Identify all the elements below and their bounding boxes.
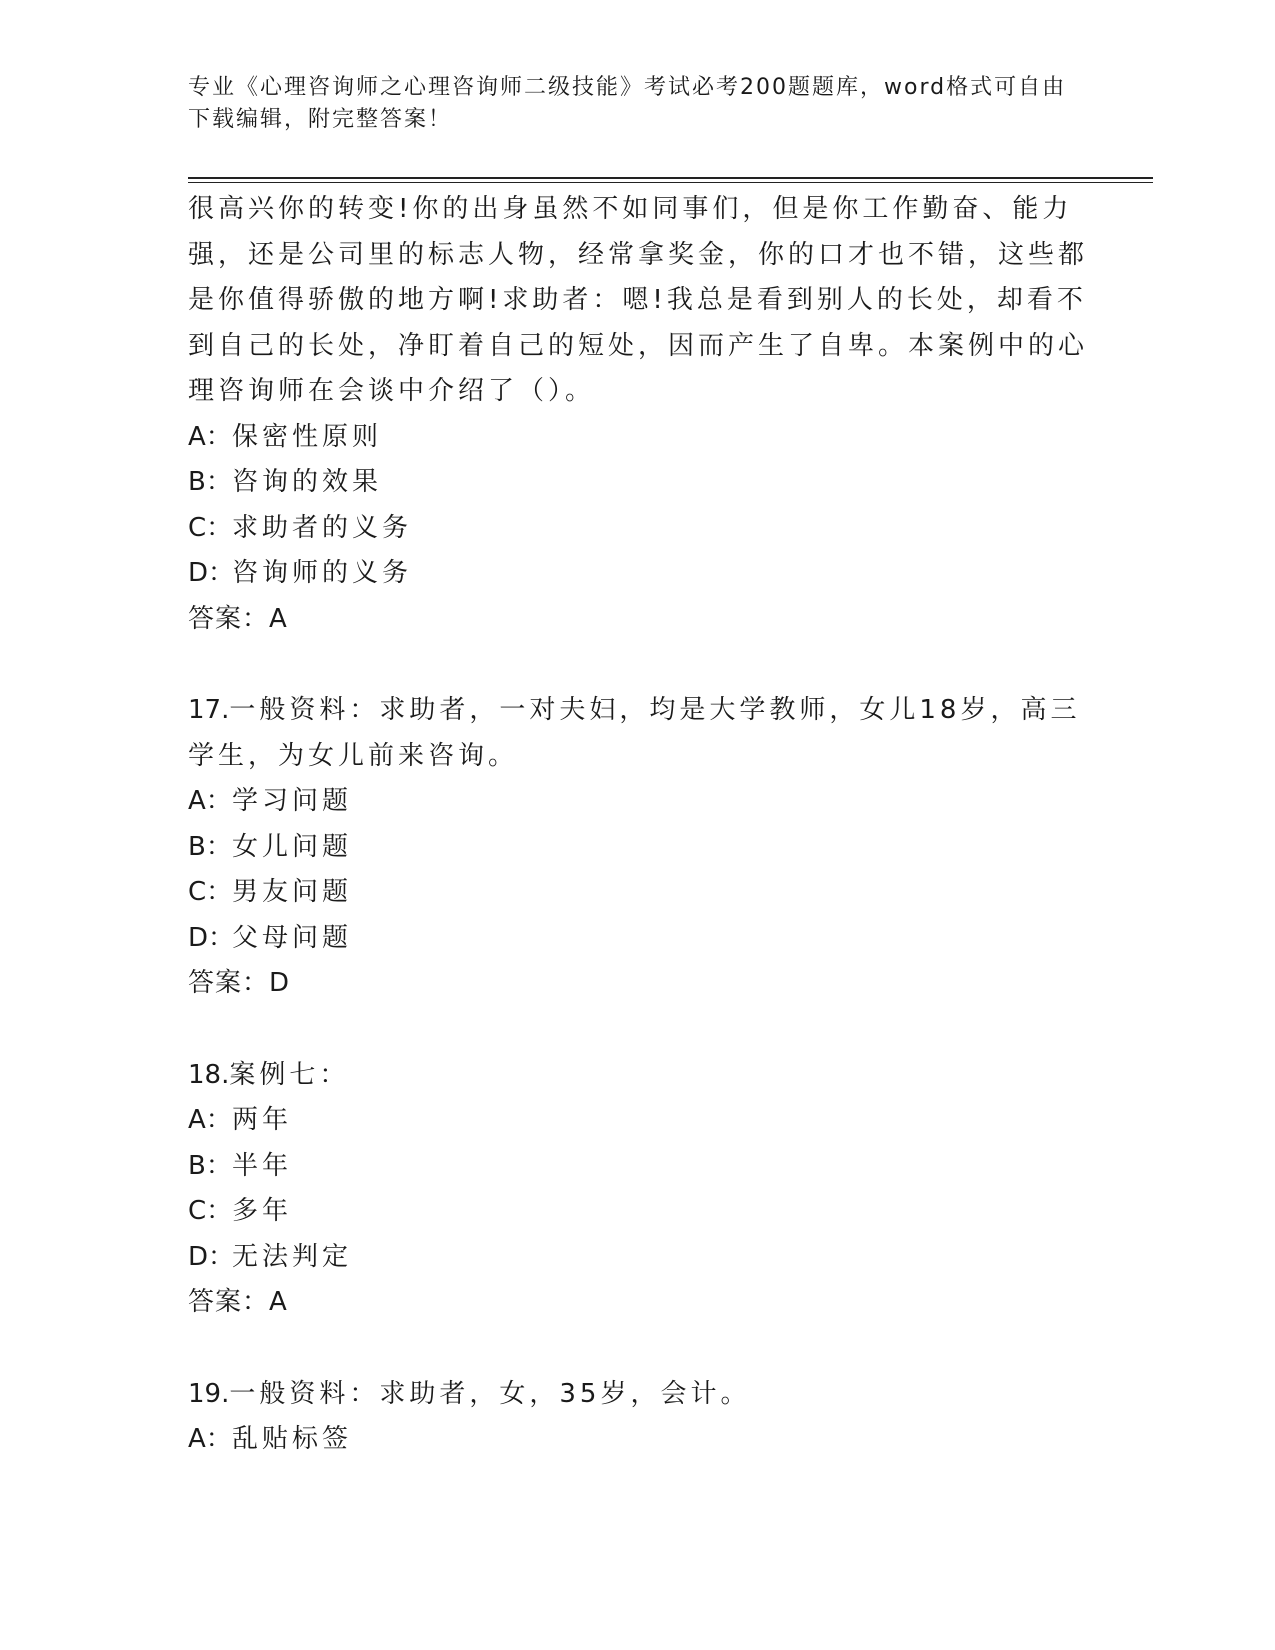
question-stem: 17.一般资料：求助者，一对夫妇，均是大学教师，女儿18岁，高三学生，为女儿前来咨询。 [188, 695, 1081, 771]
question-stem: 18.案例七： [188, 1059, 350, 1090]
option-d: D：咨询师的义务 [188, 558, 413, 588]
header-rule-thick [188, 177, 1153, 179]
question-number: 19. [188, 1378, 230, 1409]
document-header: 专业《心理咨询师之心理咨询师二级技能》考试必考200题题库，word格式可自由下载编辑，附完整答案！ [188, 75, 1067, 132]
question-block-18 [188, 1053, 1088, 1326]
option-a: A：学习问题 [188, 786, 353, 816]
option-d: D：无法判定 [188, 1241, 353, 1272]
option-b: B：咨询的效果 [188, 467, 383, 497]
option-a: A：保密性原则 [188, 421, 383, 452]
option-a: A：两年 [188, 1105, 293, 1135]
question-number: 18. [188, 1059, 230, 1090]
question-stem: 19.一般资料：求助者，女，35岁，会计。 [188, 1378, 751, 1409]
option-a: A：乱贴标签 [188, 1424, 353, 1454]
option-d: D：父母问题 [188, 922, 353, 953]
option-c: C：男友问题 [188, 877, 353, 907]
option-b: B：女儿问题 [188, 831, 353, 862]
question-block-continued [188, 187, 1088, 642]
option-c: C：多年 [188, 1196, 293, 1226]
question-block-19 [188, 1372, 1088, 1463]
question-block-17 [188, 688, 1088, 1007]
header-rule-thin [188, 182, 1153, 183]
question-stem: 很高兴你的转变!你的出身虽然不如同事们，但是你工作勤奋、能力强，还是公司里的标志人物，经常拿奖金，你的口才也不错，这些都是你值得骄傲的地方啊!求助者：嗯!我总是看到别人的长处，却看不到自己的长处，净盯着自己的短处，因而产生了自卑。本案例中的心理咨询师在会谈中介绍了（）。 [188, 194, 1089, 406]
question-number: 17. [188, 695, 230, 725]
option-b: B：半年 [188, 1150, 293, 1181]
answer-line: 答案：A [188, 603, 288, 634]
answer-line: 答案：D [188, 968, 291, 998]
option-c: C：求助者的义务 [188, 512, 413, 543]
answer-line: 答案：A [188, 1287, 288, 1317]
question-content [188, 187, 1088, 1463]
